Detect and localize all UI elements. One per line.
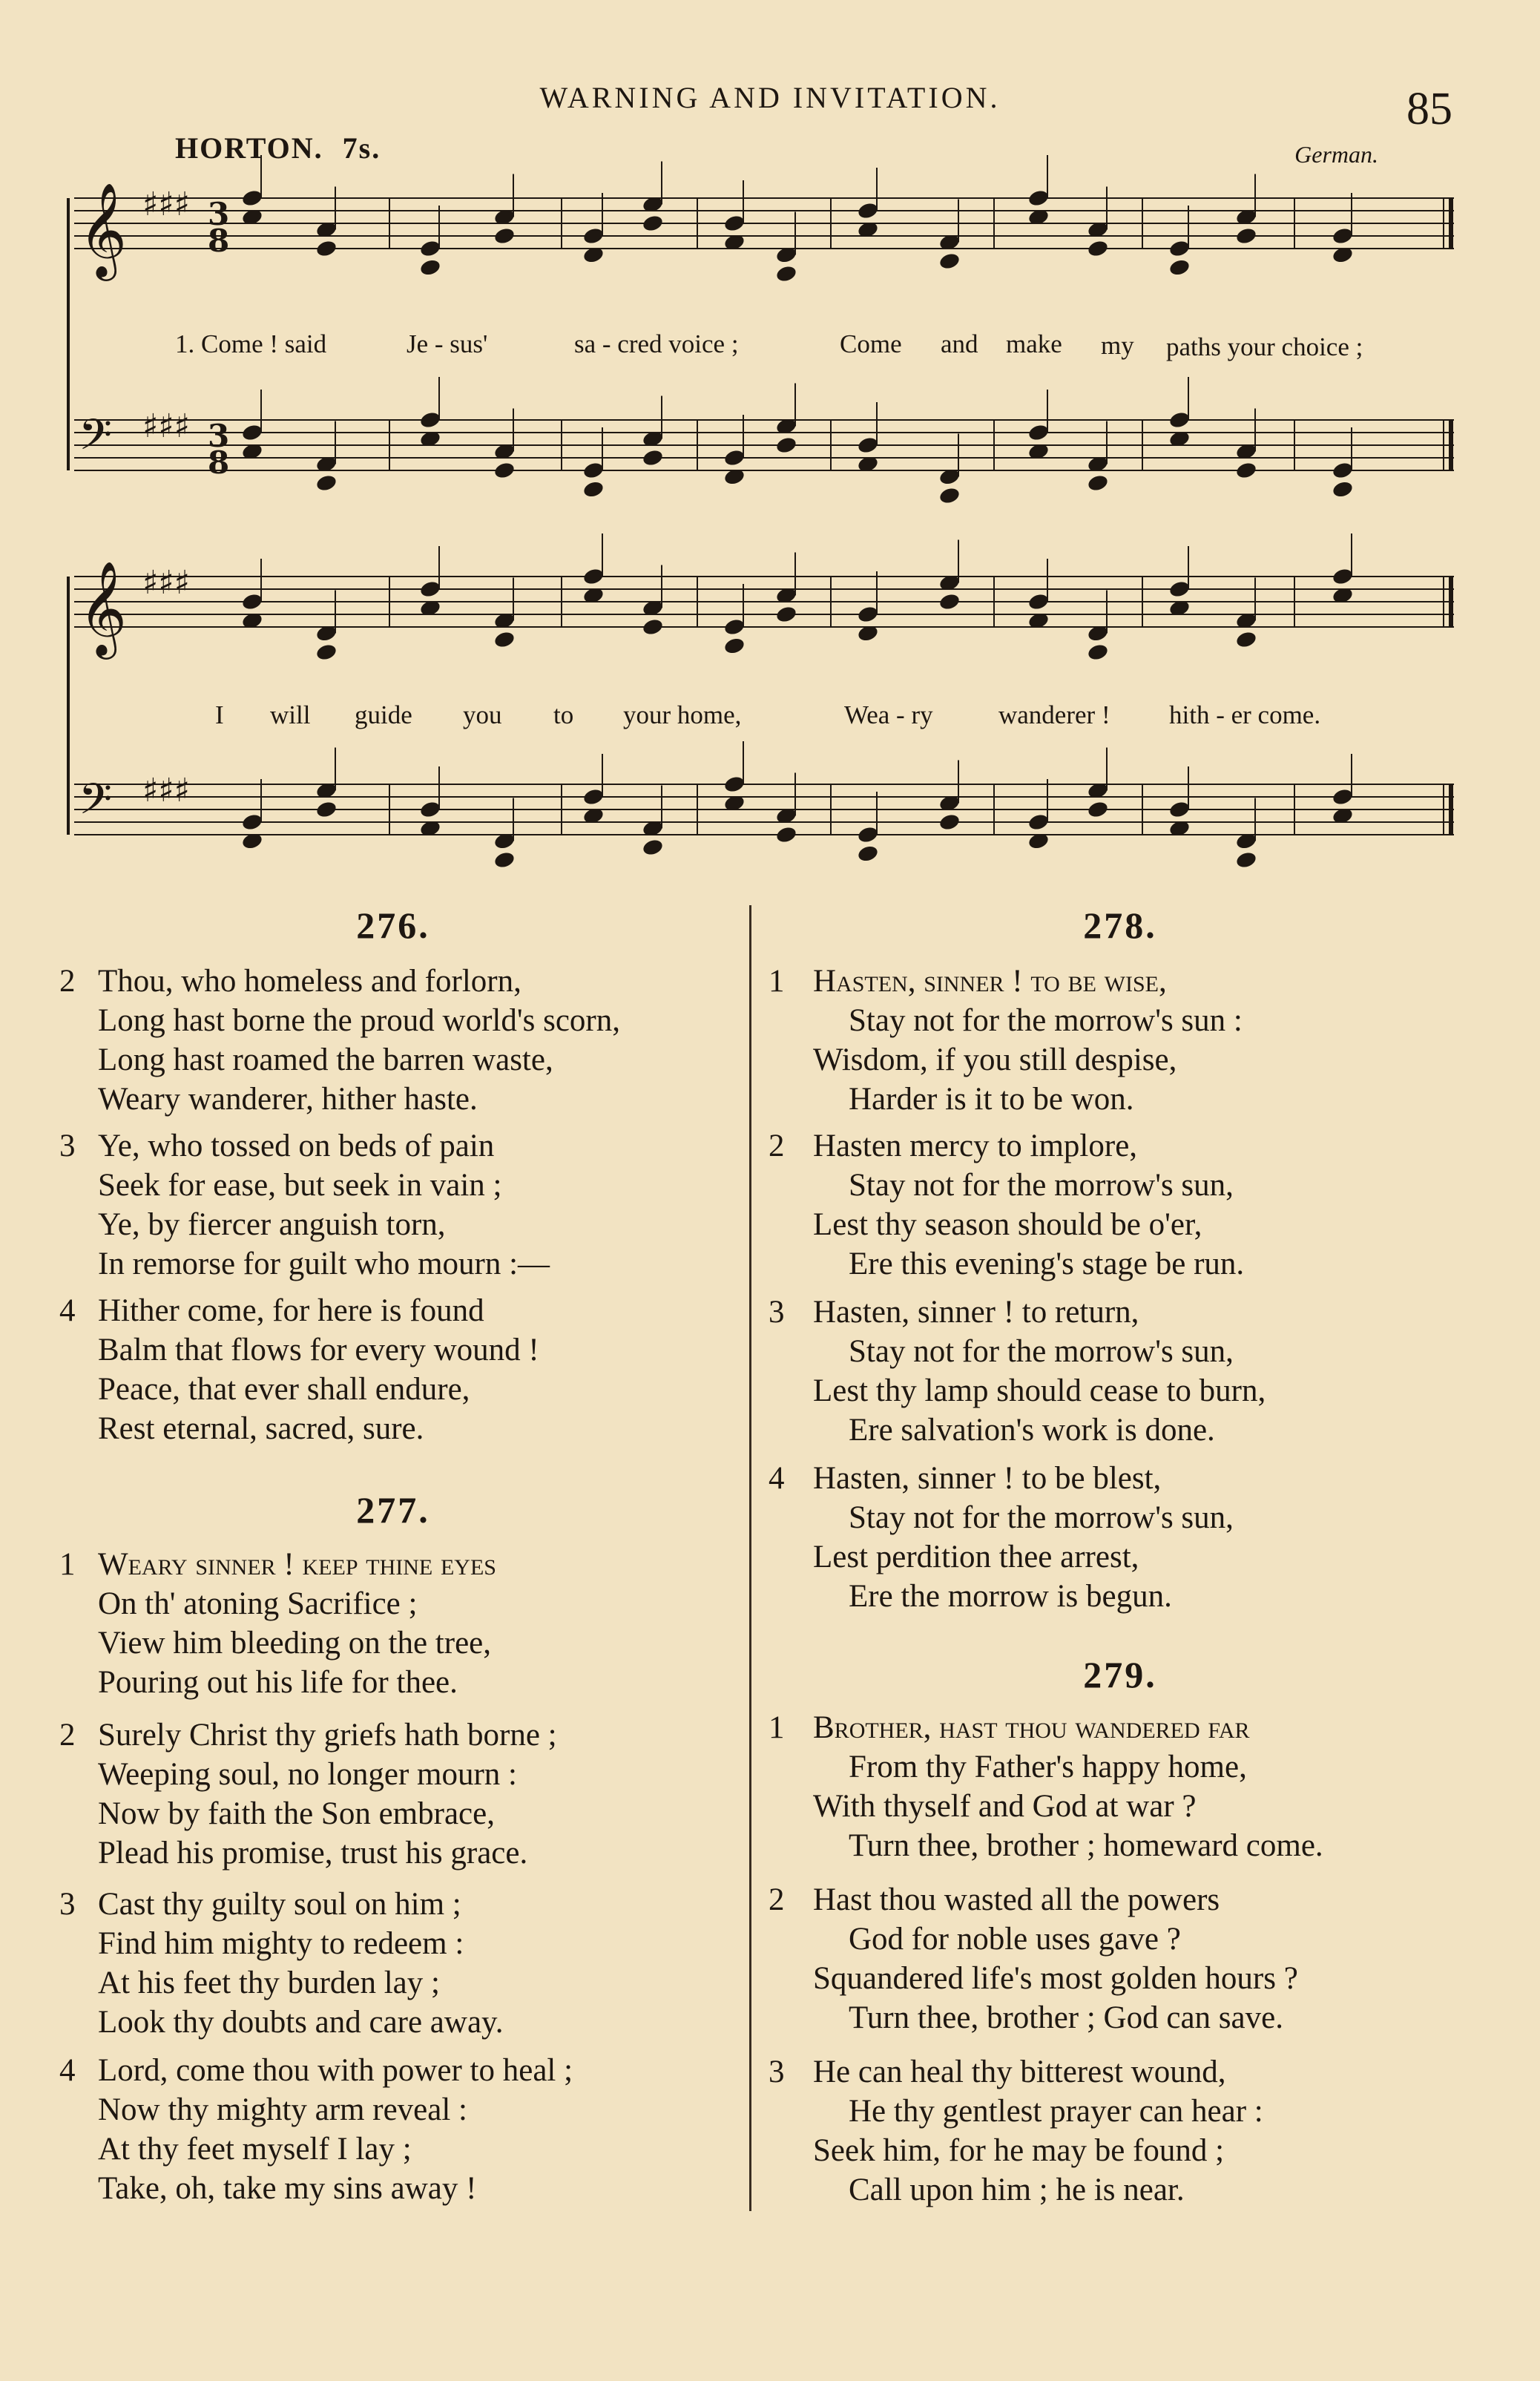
time-signature-bottom: 8 [208, 444, 230, 481]
verse-line: Ye, by fiercer anguish torn, [98, 1207, 446, 1242]
verse-line: Take, oh, take my sins away ! [98, 2171, 477, 2206]
bass-clef: 𝄢 [79, 410, 113, 470]
verse-number: 2 [59, 964, 76, 999]
verse-line: Turn thee, brother ; homeward come. [849, 1828, 1323, 1863]
lyric-syllable: you [463, 700, 502, 729]
verse-line: On th' atoning Sacrifice ; [98, 1586, 418, 1621]
verse-line: Hast thou wasted all the powers [813, 1882, 1220, 1917]
note-head [419, 258, 442, 277]
note-head [582, 461, 605, 480]
verse-line: Stay not for the morrow's sun, [849, 1334, 1234, 1369]
verse-number: 3 [769, 2055, 785, 2089]
verse-line: Hasten mercy to implore, [813, 1129, 1138, 1163]
note-head [241, 812, 264, 832]
note-head [241, 592, 264, 611]
treble-clef: 𝄞 [79, 560, 128, 655]
verse-line: Peace, that ever shall endure, [98, 1372, 470, 1407]
note-head [315, 643, 338, 662]
verse-number: 1 [769, 1710, 785, 1745]
note-head [723, 448, 746, 467]
verse [59, 2051, 573, 2208]
verse-line: Seek him, for he may be found ; [813, 2133, 1225, 2168]
note-head [1332, 567, 1355, 586]
verse [769, 1459, 1234, 1616]
verse-line: Ere this evening's stage be run. [849, 1247, 1245, 1281]
lyric-syllable: sa - cred voice ; [574, 329, 739, 358]
note-head [938, 252, 961, 271]
lyric-syllable: to [553, 700, 574, 729]
note-head [1235, 630, 1258, 649]
note-head [642, 838, 665, 857]
verse-line: Weary wanderer, hither haste. [98, 1082, 478, 1117]
note-head [1332, 480, 1355, 499]
verse-line: Pouring out his life for thee. [98, 1665, 458, 1700]
clefs-and-signatures [79, 182, 229, 835]
verse [59, 962, 620, 1119]
lyric-syllable: my [1101, 331, 1134, 360]
tune-name: HORTON. [175, 131, 323, 165]
verse-line: View him bleeding on the tree, [98, 1626, 491, 1661]
verse-number: 3 [59, 1129, 76, 1163]
note-head [419, 239, 442, 258]
note-head [419, 579, 442, 599]
note-head [642, 448, 665, 467]
note-head [419, 410, 442, 430]
note-head [857, 844, 880, 864]
verse-line: With thyself and God at war ? [813, 1789, 1197, 1824]
lyric-syllable: 1. Come ! said [175, 329, 327, 358]
hymn-number: 278. [1083, 904, 1157, 946]
note-head [723, 214, 746, 233]
verse-number: 4 [59, 1293, 76, 1328]
lyric-syllable: and [941, 329, 978, 358]
verse-number: 2 [769, 1129, 785, 1163]
note-head [1332, 787, 1355, 807]
note-head [1235, 850, 1258, 870]
verse-line: In remorse for guilt who mourn :— [98, 1247, 550, 1281]
note-head [493, 461, 516, 480]
lyric-syllable: guide [355, 700, 412, 729]
verse-line: Now by faith the Son embrace, [98, 1796, 495, 1831]
verse [59, 1291, 539, 1448]
verse [769, 2052, 1263, 2210]
note-head [1168, 579, 1191, 599]
verse [769, 1293, 1266, 1450]
lyric-syllable: hith - er come. [1169, 700, 1321, 729]
lyric-syllable: I [215, 700, 224, 729]
hymn-number: 277. [356, 1489, 430, 1531]
note-head [775, 264, 798, 283]
verse-line: Brother, hast thou wandered far [813, 1710, 1250, 1745]
note-head [1168, 258, 1191, 277]
lyric-syllable: will [270, 700, 311, 729]
note-head [775, 825, 798, 844]
note-head [493, 226, 516, 246]
verse-line: From thy Father's happy home, [849, 1750, 1247, 1784]
note-head [938, 486, 961, 505]
note-head [1087, 643, 1110, 662]
verse-line: Weary sinner ! keep thine eyes [98, 1547, 496, 1582]
note-head [1235, 461, 1258, 480]
note-head [775, 605, 798, 624]
staff-lines [68, 198, 1454, 835]
note-head [315, 800, 338, 819]
key-signature: ♯♯♯ [142, 772, 190, 809]
hymn-number: 276. [356, 904, 430, 946]
key-signature: ♯♯♯ [142, 564, 190, 602]
section-header: WARNING AND INVITATION. [539, 81, 1001, 114]
key-signature: ♯♯♯ [142, 407, 190, 445]
note-head [582, 480, 605, 499]
verse [59, 1545, 496, 1702]
verse-line: Lord, come thou with power to heal ; [98, 2053, 573, 2088]
verse-line: Lest thy lamp should cease to burn, [813, 1373, 1266, 1408]
verse-line: Now thy mighty arm reveal : [98, 2092, 467, 2127]
note-head [642, 617, 665, 637]
time-signature-top: 3 [208, 196, 230, 232]
lyric-syllable: paths your choice ; [1166, 332, 1363, 361]
verse-number: 1 [769, 964, 785, 999]
note-head [1027, 812, 1050, 832]
note-head [642, 214, 665, 233]
page-number: 85 [1406, 84, 1452, 134]
tune-meter: 7s. [342, 131, 381, 165]
verse-line: Hasten, sinner ! to return, [813, 1295, 1139, 1330]
verse-line: Squandered life's most golden hours ? [813, 1961, 1298, 1996]
sheet-music [0, 0, 1540, 890]
note-head [1027, 188, 1050, 208]
verse [59, 1126, 550, 1284]
verse [769, 962, 1243, 1119]
verse-number: 4 [59, 2053, 76, 2088]
verse-line: Stay not for the morrow's sun, [849, 1500, 1234, 1535]
note-head [775, 436, 798, 455]
verse [769, 1708, 1323, 1865]
note-head [857, 436, 880, 455]
verse-line: Long hast borne the proud world's scorn, [98, 1003, 620, 1038]
verse-line: Turn thee, brother ; God can save. [849, 2000, 1283, 2035]
note-head [857, 201, 880, 220]
verse-line: Stay not for the morrow's sun : [849, 1003, 1243, 1038]
time-signature-top: 3 [208, 418, 230, 454]
verse-line: Surely Christ thy griefs hath borne ; [98, 1718, 557, 1753]
verse-line: Lest perdition thee arrest, [813, 1540, 1139, 1574]
note-head [857, 605, 880, 624]
note-head [1087, 800, 1110, 819]
hymn-number: 279. [1083, 1654, 1157, 1695]
note-head [723, 637, 746, 656]
verse-line: Thou, who homeless and forlorn, [98, 964, 521, 999]
verse-number: 3 [769, 1295, 785, 1330]
verse-number: 3 [59, 1887, 76, 1922]
verse-line: Hasten, sinner ! to be blest, [813, 1461, 1162, 1496]
key-signature: ♯♯♯ [142, 185, 190, 223]
note-head [493, 630, 516, 649]
note-head [1332, 461, 1355, 480]
lyric-syllable: Je - sus' [407, 329, 488, 358]
tune-composer: German. [1294, 141, 1378, 168]
verse-line: Long hast roamed the barren waste, [98, 1042, 553, 1077]
verse-line: Wisdom, if you still despise, [813, 1042, 1177, 1077]
verse-line: God for noble uses gave ? [849, 1922, 1181, 1957]
lyric-syllable: Wea - ry [844, 700, 933, 729]
verse-line: Seek for ease, but seek in vain ; [98, 1168, 502, 1203]
verse-number: 4 [769, 1461, 785, 1496]
time-signature-bottom: 8 [208, 223, 230, 259]
lyric-syllable: wanderer ! [998, 700, 1110, 729]
note-head [315, 239, 338, 258]
verse-line: Lest thy season should be o'er, [813, 1207, 1202, 1242]
verse-line: Harder is it to be won. [849, 1082, 1134, 1117]
note-head [582, 567, 605, 586]
note-head [419, 800, 442, 819]
verse-line: Weeping soul, no longer mourn : [98, 1757, 518, 1792]
verse-line: Stay not for the morrow's sun, [849, 1168, 1234, 1203]
column-divider [749, 905, 751, 2211]
verse-line: Cast thy guilty soul on him ; [98, 1887, 461, 1922]
note-head [1027, 423, 1050, 442]
verse-line: At his feet thy burden lay ; [98, 1965, 440, 2000]
verse [769, 1880, 1298, 2037]
note-head [1168, 410, 1191, 430]
verse-line: At thy feet myself I lay ; [98, 2132, 412, 2167]
note-head [938, 592, 961, 611]
verse-line: He can heal thy bitterest wound, [813, 2055, 1226, 2089]
verse-line: Balm that flows for every wound ! [98, 1333, 539, 1367]
note-head [315, 473, 338, 493]
note-head [241, 423, 264, 442]
lyric-syllable: your home, [623, 700, 742, 729]
notes [241, 155, 1355, 870]
verse-line: Ere salvation's work is done. [849, 1413, 1215, 1448]
note-head [1235, 226, 1258, 246]
verse-number: 2 [59, 1718, 76, 1753]
note-head [241, 188, 264, 208]
verse-line: Look thy doubts and care away. [98, 2005, 504, 2040]
verse-line: Rest eternal, sacred, sure. [98, 1411, 424, 1446]
verse-line: Ye, who tossed on beds of pain [98, 1129, 495, 1163]
note-head [1087, 473, 1110, 493]
note-head [1087, 239, 1110, 258]
note-head [1332, 226, 1355, 246]
note-head [1168, 239, 1191, 258]
verse-line: Call upon him ; he is near. [849, 2173, 1185, 2207]
verse-line: Plead his promise, trust his grace. [98, 1836, 528, 1871]
verse-line: He thy gentlest prayer can hear : [849, 2094, 1263, 2129]
verse-line: Find him mighty to redeem : [98, 1926, 464, 1961]
verse [59, 1885, 504, 2042]
note-head [1168, 800, 1191, 819]
verse-line: Hasten, sinner ! to be wise, [813, 964, 1167, 999]
note-head [582, 787, 605, 807]
lyric-syllable: make [1006, 329, 1062, 358]
bass-clef: 𝄢 [79, 774, 113, 835]
lyric-syllable: Come [840, 329, 902, 358]
verse-number: 1 [59, 1547, 76, 1582]
note-head [723, 775, 746, 794]
verse-line: Hither come, for here is found [98, 1293, 484, 1328]
verse-number: 2 [769, 1882, 785, 1917]
verse [59, 1715, 557, 1873]
note-head [938, 812, 961, 832]
note-head [582, 226, 605, 246]
verse-line: Ere the morrow is begun. [849, 1579, 1172, 1614]
treble-clef: 𝄞 [79, 182, 128, 277]
note-head [1027, 592, 1050, 611]
verse [769, 1126, 1244, 1284]
note-head [723, 617, 746, 637]
note-head [493, 850, 516, 870]
note-head [857, 825, 880, 844]
